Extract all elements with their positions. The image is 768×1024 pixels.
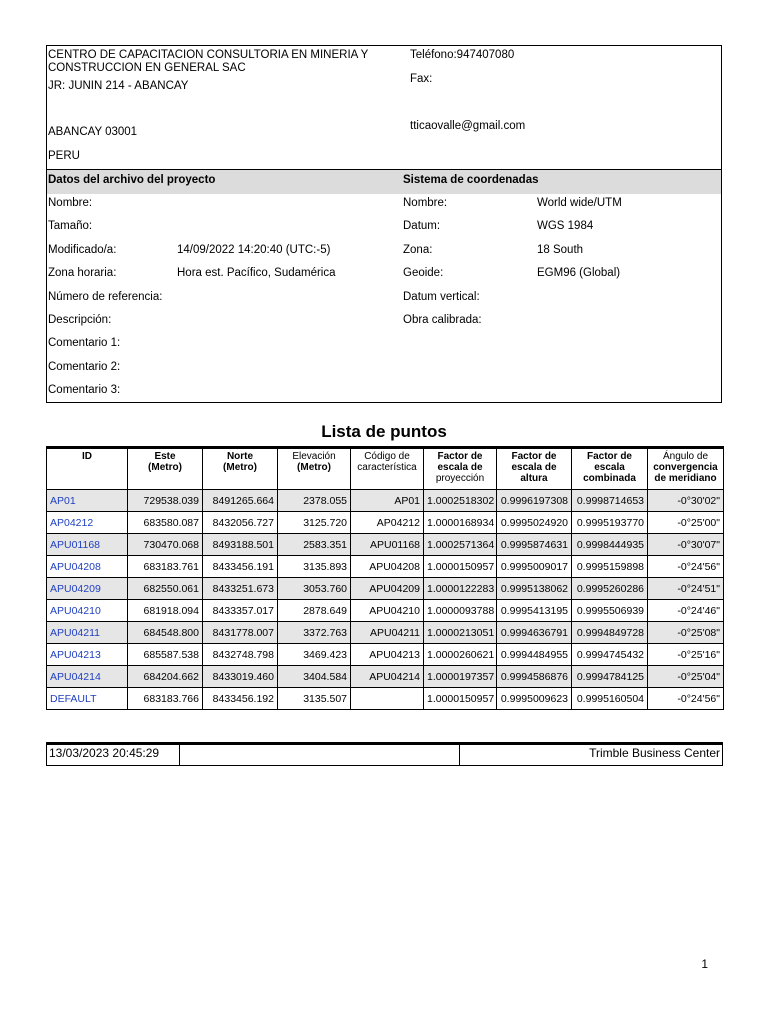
table-row [47, 622, 724, 644]
cell-factor-altura: 0.9994484955 [497, 644, 572, 666]
project-modificado-value: 14/09/2022 14:20:40 (UTC:-5) [177, 244, 331, 256]
project-modificado-label: Modificado/a: [48, 244, 117, 256]
col-factor-proyeccion-header: Factor de escala de proyección [424, 448, 497, 490]
cell-factor-proyeccion: 1.0000260621 [424, 644, 497, 666]
company-city: ABANCAY 03001 [48, 126, 138, 138]
coords-geoide-value: EGM96 (Global) [537, 267, 621, 279]
col-este-header: Este (Metro) [128, 448, 203, 490]
cell-elevacion: 3135.893 [278, 556, 351, 578]
point-id-link[interactable]: APU04210 [47, 600, 128, 622]
coords-zona-label: Zona: [403, 244, 433, 256]
cell-angulo: -0°30'02" [648, 490, 724, 512]
table-row [47, 666, 724, 688]
company-email: tticaovalle@gmail.com [410, 120, 526, 132]
coords-zona-value: 18 South [537, 244, 584, 256]
page-number: 1 [701, 957, 708, 971]
point-id-link[interactable]: DEFAULT [47, 688, 128, 710]
company-name-line2: CONSTRUCCION EN GENERAL SAC [48, 62, 246, 74]
coords-nombre-value: World wide/UTM [537, 197, 622, 209]
company-fax: Fax: [410, 73, 433, 85]
company-address: JR: JUNIN 214 - ABANCAY [48, 80, 189, 92]
col-codigo-header: Código de característica [351, 448, 424, 490]
cell-codigo: APU04209 [351, 578, 424, 600]
cell-codigo: AP01 [351, 490, 424, 512]
cell-factor-combinada: 0.9995160504 [572, 688, 648, 710]
col-factor-altura-header: Factor de escala de altura [497, 448, 572, 490]
project-comentario3-label: Comentario 3: [48, 384, 121, 396]
cell-factor-proyeccion: 1.0000168934 [424, 512, 497, 534]
cell-angulo: -0°24'51" [648, 578, 724, 600]
report-footer [46, 742, 723, 766]
cell-norte: 8433456.191 [203, 556, 278, 578]
cell-codigo: APU04211 [351, 622, 424, 644]
cell-factor-proyeccion: 1.0000122283 [424, 578, 497, 600]
point-id-link[interactable]: APU04208 [47, 556, 128, 578]
project-section-title: Datos del archivo del proyecto [48, 174, 216, 186]
cell-factor-altura: 0.9994636791 [497, 622, 572, 644]
cell-este: 683183.761 [128, 556, 203, 578]
points-list-title: Lista de puntos [321, 422, 447, 441]
cell-angulo: -0°25'08" [648, 622, 724, 644]
cell-factor-combinada: 0.9995506939 [572, 600, 648, 622]
cell-este: 683183.766 [128, 688, 203, 710]
cell-norte: 8433357.017 [203, 600, 278, 622]
point-id-link[interactable]: APU04209 [47, 578, 128, 600]
cell-codigo: APU04210 [351, 600, 424, 622]
cell-este: 682550.061 [128, 578, 203, 600]
table-row [47, 600, 724, 622]
company-country: PERU [48, 150, 80, 162]
header-panel [46, 45, 722, 403]
cell-factor-combinada: 0.9994849728 [572, 622, 648, 644]
cell-elevacion: 3372.763 [278, 622, 351, 644]
cell-angulo: -0°24'56" [648, 556, 724, 578]
point-id-link[interactable]: AP04212 [47, 512, 128, 534]
cell-angulo: -0°25'04" [648, 666, 724, 688]
cell-norte: 8433456.192 [203, 688, 278, 710]
cell-angulo: -0°30'07" [648, 534, 724, 556]
point-id-link[interactable]: APU01168 [47, 534, 128, 556]
cell-factor-altura: 0.9995138062 [497, 578, 572, 600]
cell-elevacion: 2878.649 [278, 600, 351, 622]
table-row [47, 688, 724, 710]
cell-factor-combinada: 0.9994745432 [572, 644, 648, 666]
cell-factor-altura: 0.9995009623 [497, 688, 572, 710]
cell-este: 683580.087 [128, 512, 203, 534]
col-id-header: ID [47, 448, 128, 490]
cell-norte: 8432056.727 [203, 512, 278, 534]
cell-factor-combinada: 0.9998444935 [572, 534, 648, 556]
coords-obra-label: Obra calibrada: [403, 314, 482, 326]
cell-codigo: APU04214 [351, 666, 424, 688]
cell-factor-proyeccion: 1.0002518302 [424, 490, 497, 512]
project-descripcion-label: Descripción: [48, 314, 112, 326]
cell-factor-combinada: 0.9998714653 [572, 490, 648, 512]
cell-angulo: -0°24'56" [648, 688, 724, 710]
coords-datum-value: WGS 1984 [537, 220, 594, 232]
footer-software: Trimble Business Center [460, 745, 723, 765]
point-id-link[interactable]: APU04214 [47, 666, 128, 688]
cell-este: 684204.662 [128, 666, 203, 688]
cell-norte: 8432748.798 [203, 644, 278, 666]
col-elevacion-header: Elevación (Metro) [278, 448, 351, 490]
cell-codigo: AP04212 [351, 512, 424, 534]
project-comentario2-label: Comentario 2: [48, 361, 121, 373]
cell-elevacion: 3404.584 [278, 666, 351, 688]
cell-factor-proyeccion: 1.0000150957 [424, 556, 497, 578]
cell-factor-combinada: 0.9994784125 [572, 666, 648, 688]
cell-factor-combinada: 0.9995260286 [572, 578, 648, 600]
cell-norte: 8433251.673 [203, 578, 278, 600]
cell-factor-proyeccion: 1.0000197357 [424, 666, 497, 688]
cell-norte: 8491265.664 [203, 490, 278, 512]
cell-factor-altura: 0.9995874631 [497, 534, 572, 556]
project-nombre-label: Nombre: [48, 197, 93, 209]
point-id-link[interactable]: APU04213 [47, 644, 128, 666]
project-comentario1-label: Comentario 1: [48, 337, 121, 349]
cell-factor-altura: 0.9994586876 [497, 666, 572, 688]
cell-factor-proyeccion: 1.0000150957 [424, 688, 497, 710]
cell-elevacion: 3135.507 [278, 688, 351, 710]
cell-factor-proyeccion: 1.0000093788 [424, 600, 497, 622]
cell-angulo: -0°25'16" [648, 644, 724, 666]
point-id-link[interactable]: AP01 [47, 490, 128, 512]
point-id-link[interactable]: APU04211 [47, 622, 128, 644]
cell-norte: 8433019.460 [203, 666, 278, 688]
cell-elevacion: 2583.351 [278, 534, 351, 556]
cell-angulo: -0°25'00" [648, 512, 724, 534]
table-row [47, 512, 724, 534]
col-norte-header: Norte (Metro) [203, 448, 278, 490]
cell-factor-proyeccion: 1.0000213051 [424, 622, 497, 644]
cell-norte: 8493188.501 [203, 534, 278, 556]
cell-norte: 8431778.007 [203, 622, 278, 644]
table-row [47, 490, 724, 512]
project-zona-horaria-label: Zona horaria: [48, 267, 117, 279]
section-divider [47, 169, 721, 170]
table-row [47, 578, 724, 600]
cell-factor-altura: 0.9995024920 [497, 512, 572, 534]
cell-factor-combinada: 0.9995193770 [572, 512, 648, 534]
company-phone: Teléfono:947407080 [410, 49, 515, 61]
cell-factor-combinada: 0.9995159898 [572, 556, 648, 578]
cell-elevacion: 3125.720 [278, 512, 351, 534]
cell-codigo: APU04213 [351, 644, 424, 666]
cell-elevacion: 3053.760 [278, 578, 351, 600]
footer-blank-cell [180, 745, 460, 765]
table-header-row [47, 448, 724, 490]
coords-geoide-label: Geoide: [403, 267, 444, 279]
cell-codigo: APU01168 [351, 534, 424, 556]
cell-factor-altura: 0.9995009017 [497, 556, 572, 578]
cell-este: 730470.068 [128, 534, 203, 556]
table-row [47, 556, 724, 578]
cell-este: 685587.538 [128, 644, 203, 666]
coords-datum-label: Datum: [403, 220, 441, 232]
cell-factor-altura: 0.9996197308 [497, 490, 572, 512]
project-zona-horaria-value: Hora est. Pacífico, Sudamérica [177, 267, 336, 279]
coords-datum-vertical-label: Datum vertical: [403, 291, 480, 303]
coords-nombre-label: Nombre: [403, 197, 448, 209]
company-name-line1: CENTRO DE CAPACITACION CONSULTORIA EN MINERIA Y [48, 49, 369, 61]
col-angulo-header: Ángulo de convergencia de meridiano [648, 448, 724, 490]
cell-este: 684548.800 [128, 622, 203, 644]
cell-este: 681918.094 [128, 600, 203, 622]
table-row [47, 644, 724, 666]
col-factor-combinada-header: Factor de escala combinada [572, 448, 648, 490]
footer-date: 13/03/2023 20:45:29 [46, 745, 180, 765]
cell-factor-proyeccion: 1.0002571364 [424, 534, 497, 556]
points-table [46, 446, 724, 710]
project-referencia-label: Número de referencia: [48, 291, 163, 303]
cell-codigo: APU04208 [351, 556, 424, 578]
cell-angulo: -0°24'46" [648, 600, 724, 622]
cell-factor-altura: 0.9995413195 [497, 600, 572, 622]
cell-este: 729538.039 [128, 490, 203, 512]
cell-elevacion: 2378.055 [278, 490, 351, 512]
cell-codigo [351, 688, 424, 710]
project-tamano-label: Tamaño: [48, 220, 93, 232]
cell-elevacion: 3469.423 [278, 644, 351, 666]
table-row [47, 534, 724, 556]
coords-section-title: Sistema de coordenadas [403, 174, 539, 186]
